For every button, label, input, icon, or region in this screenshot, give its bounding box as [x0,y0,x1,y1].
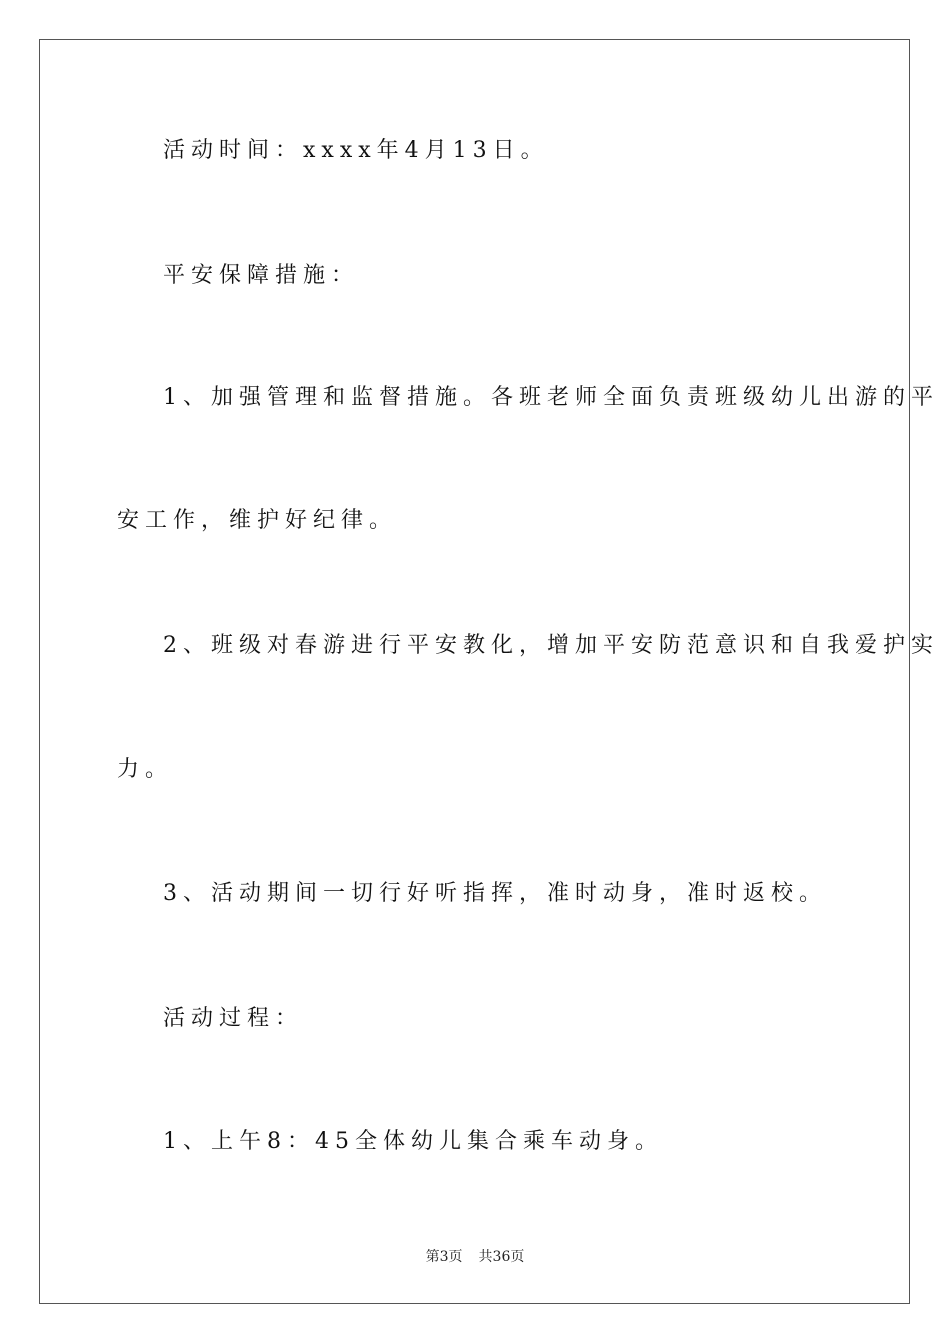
paragraph-activity-time: 活动时间：xxxx年4月13日。 [163,138,549,163]
paragraph-measure-3: 3、活动期间一切行好听指挥，准时动身，准时返校。 [163,881,827,906]
paragraph-safety-heading: 平安保障措施： [163,263,360,288]
paragraph-measure-2-line-1: 2、班级对春游进行平安教化，增加平安防范意识和自我爱护实 [163,633,939,658]
paragraph-process-heading: 活动过程： [163,1006,304,1031]
page-footer [0,1248,950,1266]
paragraph-measure-1-line-1: 1、加强管理和监督措施。各班老师全面负责班级幼儿出游的平 [163,385,939,410]
page-total: 共36页 [478,1249,525,1265]
paragraph-measure-1-line-2: 安工作，维护好纪律。 [117,508,398,533]
paragraph-process-1: 1、上午8：45全体幼儿集合乘车动身。 [163,1129,663,1154]
page-number: 第3页 [425,1249,463,1265]
page-border [39,39,910,1304]
paragraph-measure-2-line-2: 力。 [117,757,174,782]
